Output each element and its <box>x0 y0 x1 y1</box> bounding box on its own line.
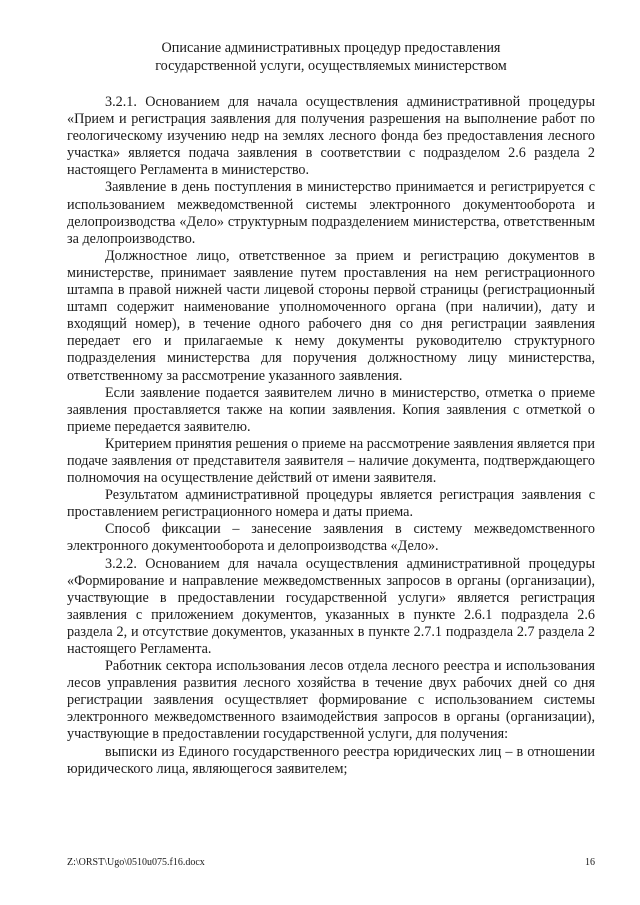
heading-line-2: государственной услуги, осуществляемых министерством <box>155 57 507 74</box>
paragraph-3-2-2: 3.2.2. Основанием для начала осуществления административной процедуры «Формирование и направление межведомственных запросов в органы (организации), участвующие в предоставлении государственной услуги» является регистрация заявления с приложением документов, указанных в пункте 2.6.1 подраздела 2.6 раздела 2, и отсутствие документов, указанных в пункте 2.7.1 подраздела 2.7 раздела 2 настоящего Регламента. <box>67 555 595 657</box>
footer-file-path: Z:\ORST\Ugo\0510u075.f16.docx <box>67 857 205 868</box>
paragraph-procedure-result: Результатом административной процедуры является регистрация заявления с проставлением регистрационного номера и даты приема. <box>67 487 595 521</box>
section-heading <box>67 40 595 75</box>
paragraph-egrul-extract: выписки из Единого государственного реестра юридических лиц – в отношении юридического лица, являющегося заявителем; <box>67 743 595 777</box>
paragraph-registration: Заявление в день поступления в министерство принимается и регистрируется с использованием межведомственной системы электронного документооборота и делопроизводства «Дело» структурным подразделением министерства, ответственным за делопроизводство. <box>67 179 595 247</box>
paragraph-official-duties: Должностное лицо, ответственное за прием и регистрацию документов в министерстве, принимает заявление путем проставления на нем регистрационного штампа в правой нижней части лицевой стороны первой страницы (регистрационный штамп содержит наименование уполномоченного органа (при наличии), дату и входящий номер), в течение одного рабочего дня со дня регистрации заявления передает его и прилагаемые к нему документы руководителю структурного подразделения министерства для поручения должностному лицу министерства, ответственному за рассмотрение указанного заявления. <box>67 247 595 384</box>
paragraph-decision-criterion: Критерием принятия решения о приеме на рассмотрение заявления является при подаче заявления от представителя заявителя – наличие документа, подтверждающего полномочия на осуществление действий от имени заявителя. <box>67 435 595 487</box>
paragraph-fixation-method: Способ фиксации – занесение заявления в систему межведомственного электронного документооборота и делопроизводства «Дело». <box>67 521 595 555</box>
paragraph-personal-submission: Если заявление подается заявителем лично в министерство, отметка о приеме заявления проставляется также на копии заявления. Копия заявления с отметкой о приеме передается заявителю. <box>67 384 595 435</box>
document-body <box>67 94 595 778</box>
page-footer <box>67 857 595 869</box>
paragraph-3-2-1: 3.2.1. Основанием для начала осуществления административной процедуры «Прием и регистрация заявления для получения разрешения на выполнение работ по геологическому изучению недр на землях лесного фонда без предоставления лесного участка» является подача заявления в соответствии с подразделом 2.6 раздела 2 настоящего Регламента в министерство. <box>67 94 595 179</box>
paragraph-employee-requests: Работник сектора использования лесов отдела лесного реестра и использования лесов управления развития лесного хозяйства в течение двух рабочих дней со дня регистрации заявления осуществляет формирование с использованием системы электронного межведомственного взаимодействия запросов в органы (организации), участвующие в предоставлении государственной услуги, для получения: <box>67 658 595 743</box>
heading-line-1: Описание административных процедур предоставления <box>161 40 501 56</box>
footer-page-number: 16 <box>585 857 595 868</box>
document-page <box>67 40 595 778</box>
